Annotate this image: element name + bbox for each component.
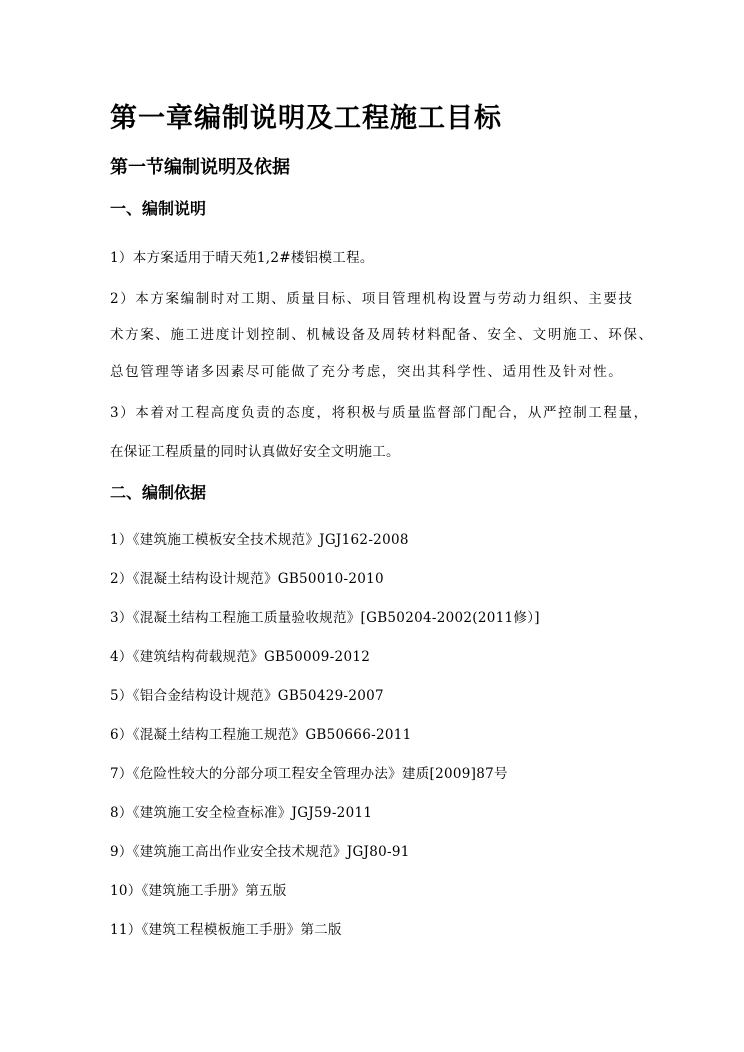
reference-item: 1）《建筑施工模板安全技术规范》JGJ162-2008 [110, 532, 409, 548]
section-title: 第一节编制说明及依据 [110, 157, 290, 178]
reference-item: 8）《建筑施工安全检查标准》JGJ59-2011 [110, 805, 373, 821]
subsection-title-description: 一、编制说明 [110, 199, 207, 218]
reference-item: 4）《建筑结构荷载规范》GB50009-2012 [110, 649, 371, 665]
reference-item: 7）《危险性较大的分部分项工程安全管理办法》建质[2009]87号 [110, 766, 508, 782]
paragraph-line: 在保证工程质量的同时认真做好安全文明施工。 [110, 444, 400, 460]
paragraph-line: 术方案、施工进度计划控制、机械设备及周转材料配备、安全、文明施工、环保、 [110, 327, 654, 343]
reference-item: 2）《混凝土结构设计规范》GB50010-2010 [110, 571, 384, 587]
reference-item: 6）《混凝土结构工程施工规范》GB50666-2011 [110, 727, 412, 743]
reference-item: 9）《建筑施工高出作业安全技术规范》JGJ80-91 [110, 844, 410, 860]
paragraph-line: 总包管理等诸多因素尽可能做了充分考虑，突出其科学性、适用性及针对性。 [110, 364, 624, 380]
reference-item: 11）《建筑工程模板施工手册》第二版 [110, 922, 342, 938]
reference-item: 3）《混凝土结构工程施工质量验收规范》[GB50204-2002(2011修）] [110, 610, 540, 626]
paragraph-line: 2）本方案编制时对工期、质量目标、项目管理机构设置与劳动力组织、主要技 [110, 291, 634, 307]
reference-item: 10）《建筑施工手册》第五版 [110, 883, 287, 899]
paragraph-line: 1）本方案适用于晴天苑1,2#楼铝模工程。 [110, 250, 374, 266]
chapter-title: 第一章编制说明及工程施工目标 [110, 103, 502, 134]
reference-item: 5）《铝合金结构设计规范》GB50429-2007 [110, 688, 384, 704]
paragraph-line: 3）本着对工程高度负责的态度，将积极与质量监督部门配合，从严控制工程量， [110, 405, 649, 421]
subsection-title-basis: 二、编制依据 [110, 483, 207, 502]
